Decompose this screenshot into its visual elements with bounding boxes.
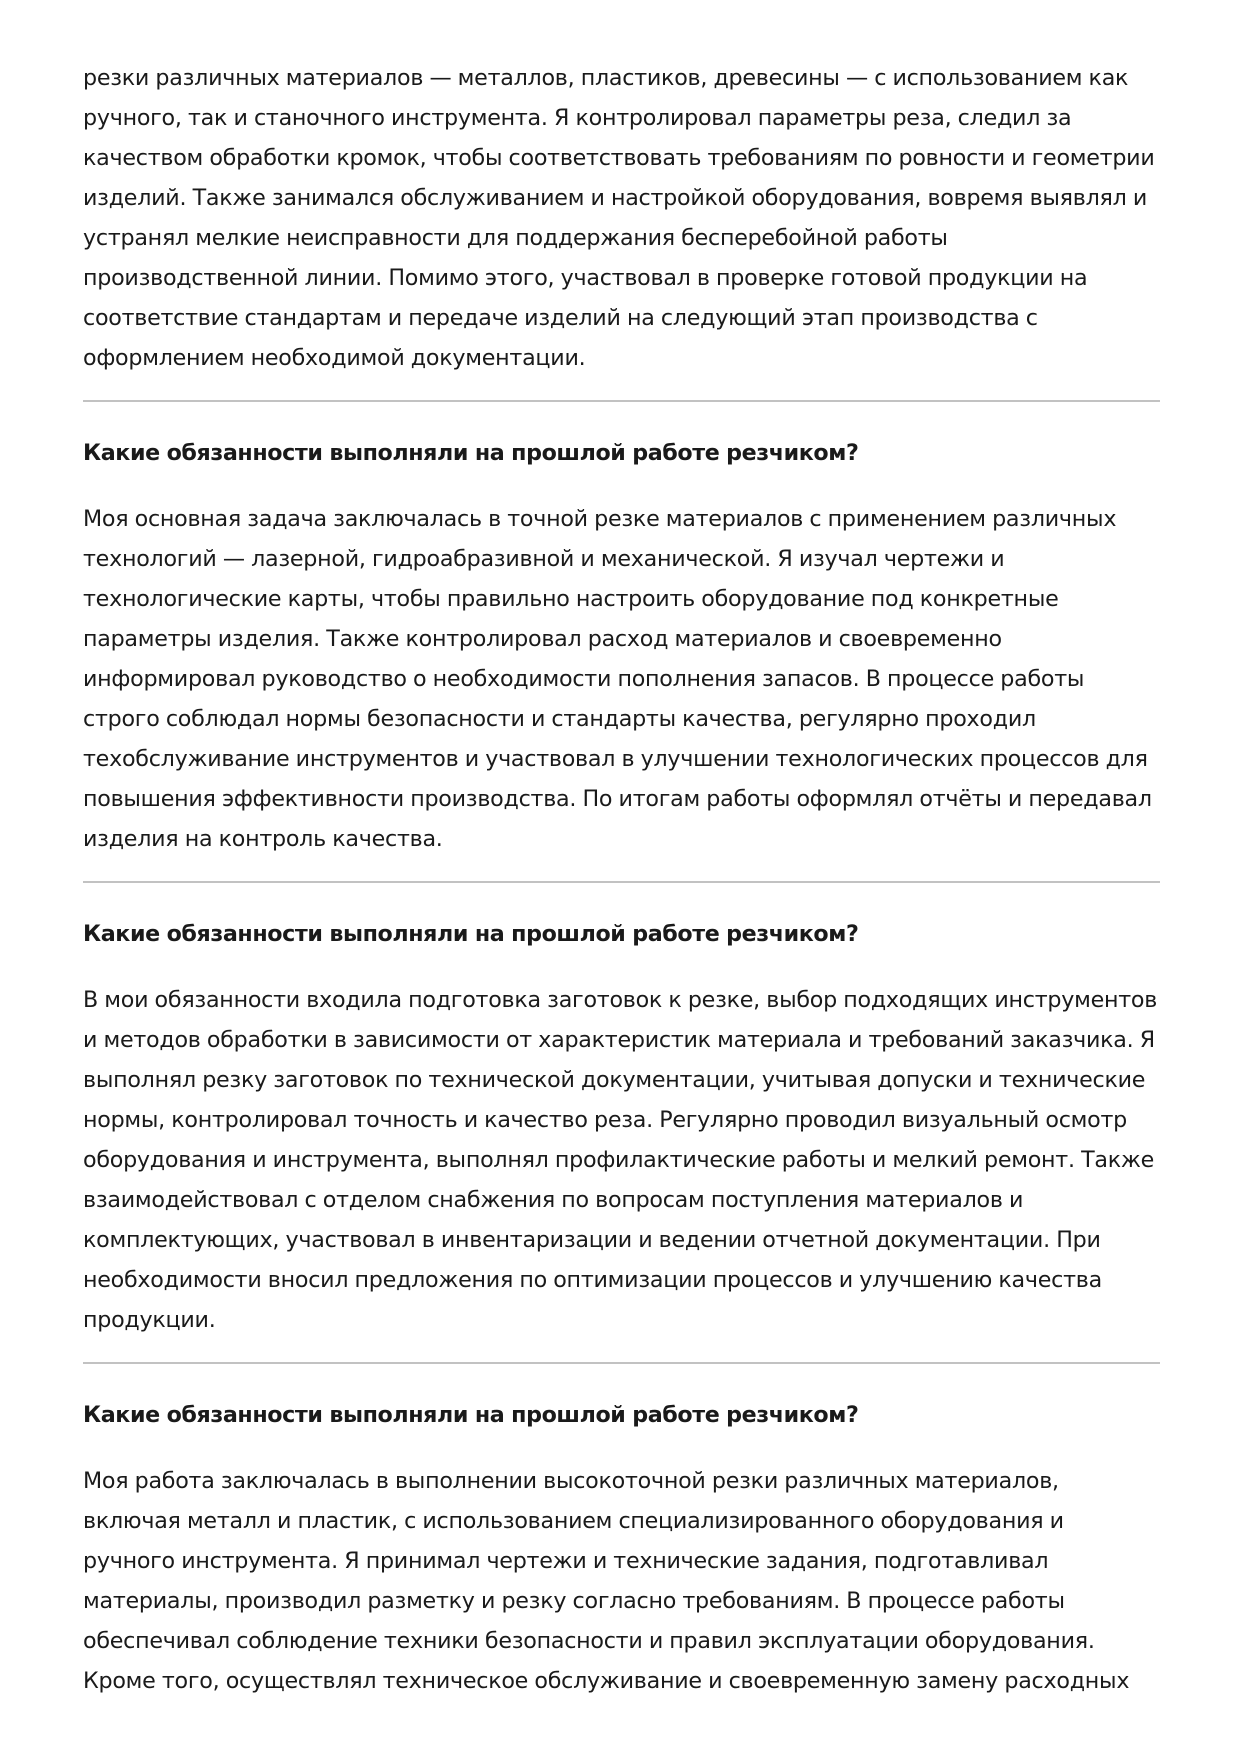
qa-section-2	[83, 914, 1160, 1340]
question-heading: Какие обязанности выполняли на прошлой работе резчиком?	[83, 1402, 859, 1428]
answer-paragraph: Моя работа заключалась в выполнении высокоточной резки различных материалов, включая металл и пластик, с использованием специализированного оборудования и ручного инструмента. Я принимал чертежи и технические задания, подготавливал материалы, производил разметку и резку согласно требованиям. В процессе работы обеспечивал соблюдение техники безопасности и правил эксплуатации оборудования. Кроме того, осуществлял техническое обслуживание и своевременную замену расходных	[83, 1468, 1130, 1694]
section-divider	[83, 881, 1160, 883]
question-heading: Какие обязанности выполняли на прошлой работе резчиком?	[83, 440, 859, 466]
section-divider	[83, 1362, 1160, 1364]
qa-section-1	[83, 433, 1160, 859]
answer-paragraph: Моя основная задача заключалась в точной резке материалов с применением различных технологий — лазерной, гидроабразивной и механической. Я изучал чертежи и технологические карты, чтобы правильно настроить оборудование под конкретные параметры изделия. Также контролировал расход материалов и своевременно информировал руководство о необходимости пополнения запасов. В процессе работы строго соблюдал нормы безопасности и стандарты качества, регулярно проходил техобслуживание инструментов и участвовал в улучшении технологических процессов для повышения эффективности производства. По итогам работы оформлял отчёты и передавал изделия на контроль качества.	[83, 506, 1152, 852]
answer-paragraph: В мои обязанности входила подготовка заготовок к резке, выбор подходящих инструментов и методов обработки в зависимости от характеристик материала и требований заказчика. Я выполнял резку заготовок по технической документации, учитывая допуски и технические нормы, контролировал точность и качество реза. Регулярно проводил визуальный осмотр оборудования и инструмента, выполнял профилактические работы и мелкий ремонт. Также взаимодействовал с отделом снабжения по вопросам поступления материалов и комплектующих, участвовал в инвентаризации и ведении отчетной документации. При необходимости вносил предложения по оптимизации процессов и улучшению качества продукции.	[83, 987, 1158, 1333]
document-page	[83, 58, 1160, 1701]
qa-section-3	[83, 1395, 1160, 1701]
section-divider	[83, 400, 1160, 402]
question-heading: Какие обязанности выполняли на прошлой работе резчиком?	[83, 921, 859, 947]
intro-paragraph: резки различных материалов — металлов, пластиков, древесины — с использованием как ручного, так и станочного инструмента. Я контролировал параметры реза, следил за качеством обработки кромок, чтобы соответствовать требованиям по ровности и геометрии изделий. Также занимался обслуживанием и настройкой оборудования, вовремя выявлял и устранял мелкие неисправности для поддержания бесперебойной работы производственной линии. Помимо этого, участвовал в проверке готовой продукции на соответствие стандартам и передаче изделий на следующий этап производства с оформлением необходимой документации.	[83, 65, 1155, 371]
